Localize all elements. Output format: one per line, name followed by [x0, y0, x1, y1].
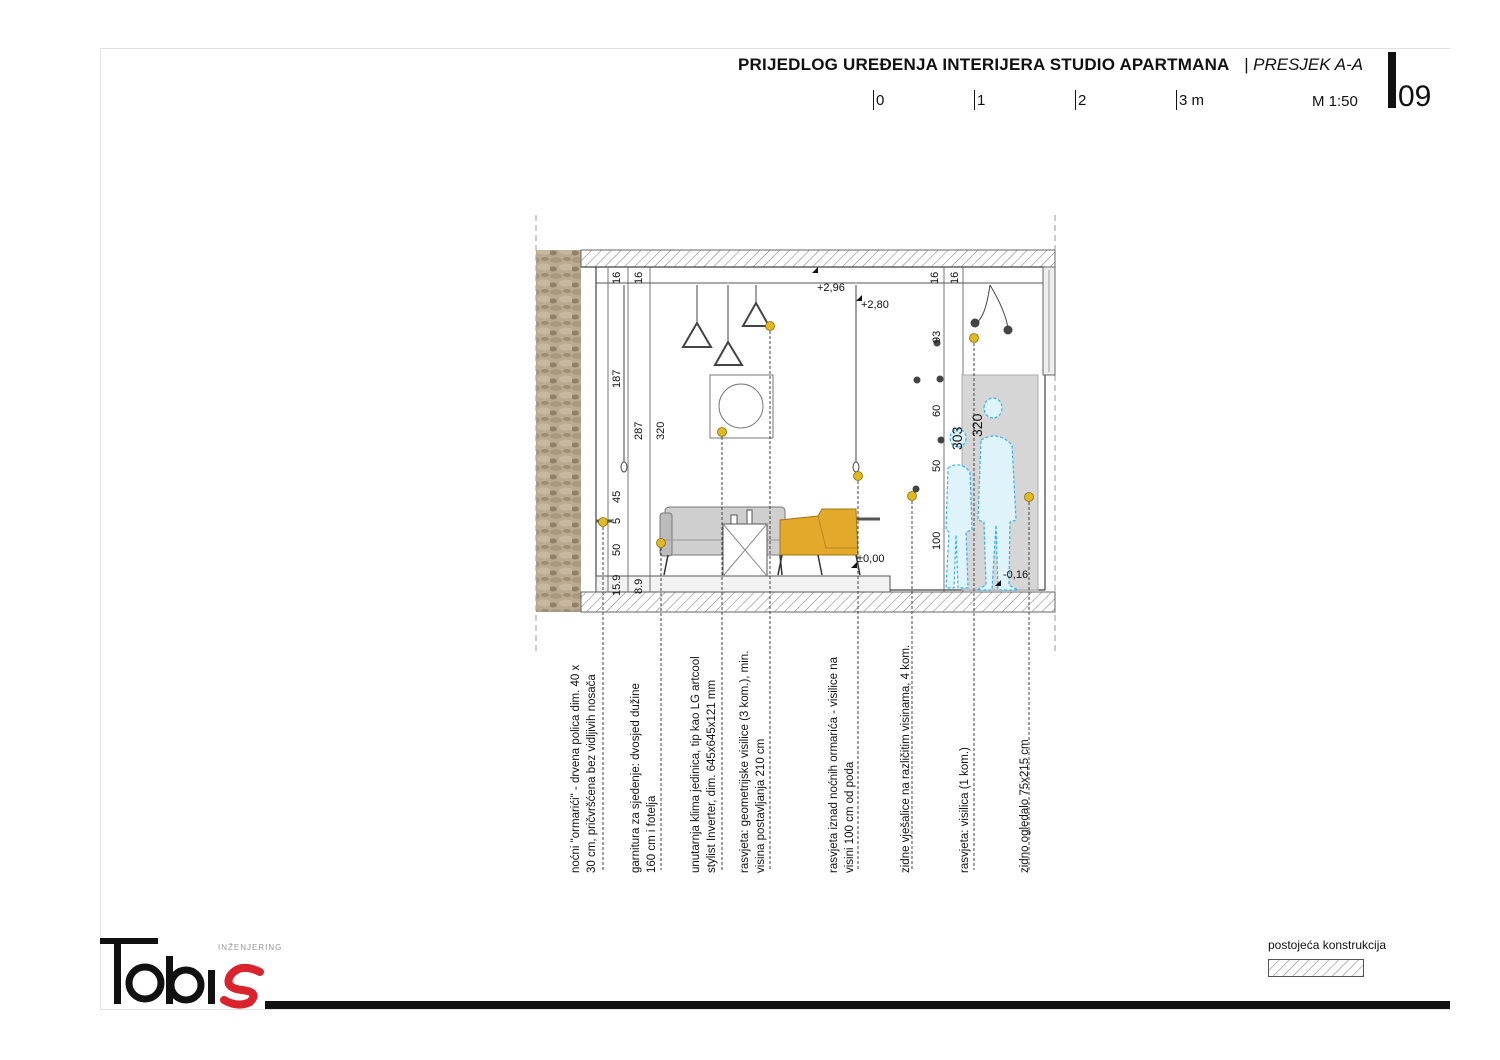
floor-slab [581, 592, 1055, 612]
dim-slab-4: 16 [949, 271, 961, 284]
dim-8-9: 8.9 [633, 578, 645, 594]
dim-50: 50 [611, 543, 623, 556]
elev-296: +2,96 [817, 282, 845, 294]
note-wall-hooks: zidne vješalice na različitim visinama, 4 kom. [900, 644, 912, 873]
legend-label: postojeća konstrukcija [1268, 938, 1387, 952]
company-logo [100, 936, 283, 1006]
dim-5: 5 [611, 517, 623, 524]
sheet-subtitle: | PRESJEK A-A [1244, 55, 1364, 74]
dim-60: 60 [931, 404, 943, 417]
dim-320-right: 320 [969, 413, 985, 437]
logo-tagline: INŽENJERING [218, 943, 283, 952]
note-sofa: garnitura za sjedenje: dvosjed dužine 160 cm i fotelja [630, 683, 658, 873]
note-mirror-pendant: rasvjeta: visilica (1 kom.) [959, 747, 971, 873]
geometric-pendants [683, 285, 769, 365]
dim-93: 93 [931, 330, 943, 343]
elev-280: +2,80 [861, 299, 889, 311]
note-night-shelf: noćni "ormarići" - drvena polica dim. 40 x 30 cm, pričvršćena bez vidljivih nosača [570, 664, 598, 873]
mirror-pendant [971, 285, 1012, 334]
marker-mirror-pendant [970, 334, 979, 343]
dim-slab-2: 16 [633, 271, 645, 284]
scale-tick-3: 3 m [1179, 92, 1205, 109]
marker-bedside-lights [854, 472, 863, 481]
scale-tick-1: 1 [977, 92, 986, 109]
dim-187: 187 [611, 369, 623, 388]
scale-tick-0: 0 [876, 92, 885, 109]
note-bedside-lights: rasvjeta iznad noćnih ormarića - visilice na visini 100 cm od poda [828, 656, 856, 873]
note-pendants: rasvjeta: geometrijske visilice (3 kom.), min. visina postavljanja 210 cm [739, 650, 767, 873]
marker-night-shelf [599, 518, 608, 527]
armchair [778, 509, 860, 575]
scale-tick-2: 2 [1078, 92, 1087, 109]
stone-wall [536, 250, 581, 612]
marker-mirror [1025, 493, 1034, 502]
dim-slab-1: 16 [611, 271, 623, 284]
marker-air-conditioner [718, 428, 727, 437]
dim-287: 287 [633, 421, 645, 440]
scale-label: M 1:50 [1312, 93, 1358, 110]
sheet-title: PRIJEDLOG UREĐENJA INTERIJERA STUDIO APARTMANA [738, 55, 1230, 74]
elev-000: ±0,00 [857, 553, 885, 565]
air-conditioner-grille [719, 384, 763, 428]
sheet-number: 09 [1398, 80, 1432, 113]
marker-wall-hooks [908, 492, 917, 501]
dim-303: 303 [949, 426, 965, 450]
legend-hatch-swatch [1268, 959, 1364, 977]
elev-016: -0,16 [1003, 569, 1029, 581]
marker-sofa [657, 539, 666, 548]
dim-15-9: 15.9 [611, 574, 623, 596]
note-mirror: zidno ogledalo 75x215 cm [1019, 739, 1031, 873]
title-block-bar [265, 1001, 1450, 1009]
dim-45: 45 [611, 490, 623, 503]
dim-50-right: 50 [931, 459, 943, 472]
dim-slab-3: 16 [929, 271, 941, 284]
dim-100: 100 [931, 531, 943, 550]
note-air-conditioner: unutarnja klima jedinica, tip kao LG artcool stylist Inverter, dim. 645x645x121 mm [690, 656, 718, 873]
ceiling-slab [581, 250, 1055, 267]
marker-pendants [766, 322, 775, 331]
dim-320-left: 320 [655, 421, 667, 440]
